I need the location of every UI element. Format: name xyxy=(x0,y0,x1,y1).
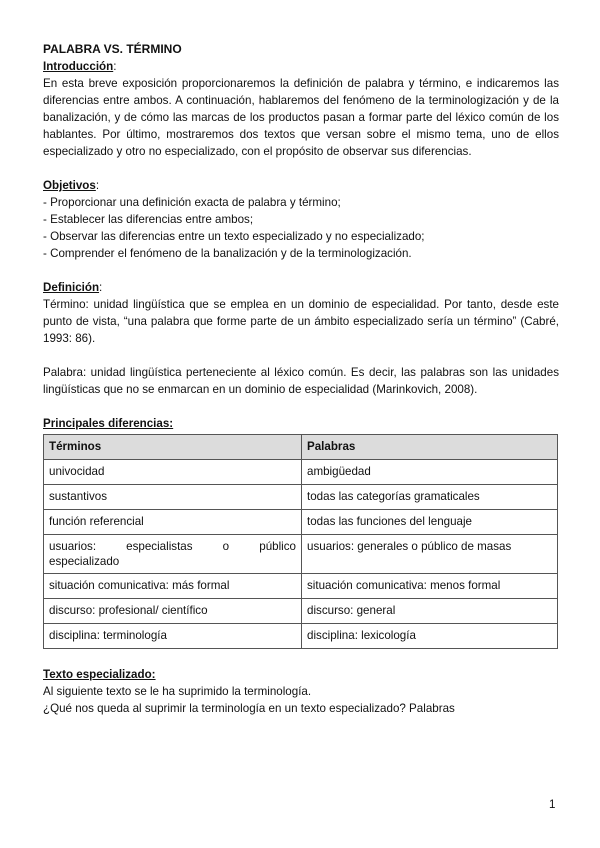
table-cell: función referencial xyxy=(44,510,302,535)
definicion-palabra: Palabra: unidad lingüística perteneciente al léxico común. Es decir, las palabras son las unidades lingüísticas que no se enmarcan en un dominio de especialidad (Marinkovich, 2008). xyxy=(43,366,559,396)
table-cell: discurso: profesional/ científico xyxy=(44,599,302,624)
table-cell-line: especializado xyxy=(49,555,120,568)
table-cell: disciplina: lexicología xyxy=(302,624,558,649)
definicion-heading-colon: : xyxy=(99,281,103,294)
table-cell: situación comunicativa: menos formal xyxy=(302,574,558,599)
table-row xyxy=(44,510,558,535)
document-title: PALABRA VS. TÉRMINO xyxy=(43,42,182,56)
table-cell: disciplina: terminología xyxy=(44,624,302,649)
table-row xyxy=(44,485,558,510)
list-item: - Proporcionar una definición exacta de palabra y término; xyxy=(43,196,341,209)
intro-heading xyxy=(43,58,559,75)
objetivos-heading xyxy=(43,177,559,194)
page-number: 1 xyxy=(549,798,556,811)
table-cell-line: usuarios: especialistas o público xyxy=(49,540,296,553)
diferencias-heading xyxy=(43,415,559,432)
texto-especializado-line1: Al siguiente texto se le ha suprimido la terminología. xyxy=(43,685,312,698)
definicion-termino: Término: unidad lingüística que se emplea en un dominio de especialidad. Por tanto, desde este punto de vista, “una palabra que forme parte de un ámbito especializado sería un término” (Cabré, 1993: 86). xyxy=(43,298,559,345)
column-header-palabras: Palabras xyxy=(302,435,558,460)
objetivos-heading-colon: : xyxy=(95,179,100,192)
intro-heading-text: Introducción xyxy=(43,60,114,73)
table-row xyxy=(44,535,558,574)
table-cell: todas las funciones del lenguaje xyxy=(302,510,558,535)
table-cell xyxy=(44,535,302,574)
table-cell: situación comunicativa: más formal xyxy=(44,574,302,599)
table-row xyxy=(44,624,558,649)
table-cell: ambigüedad xyxy=(302,460,558,485)
diferencias-table xyxy=(43,434,558,649)
table-cell: discurso: general xyxy=(302,599,558,624)
table-cell: sustantivos xyxy=(44,485,302,510)
list-item: - Comprender el fenómeno de la banalización y de la terminologización. xyxy=(43,247,412,260)
list-item: - Establecer las diferencias entre ambos; xyxy=(43,213,254,226)
table-cell: todas las categorías gramaticales xyxy=(302,485,558,510)
texto-especializado-heading-text: Texto especializado: xyxy=(43,668,156,681)
document-page xyxy=(43,41,559,717)
table-cell: usuarios: generales o público de masas xyxy=(302,535,558,574)
definicion-heading xyxy=(43,279,559,296)
intro-paragraph: En esta breve exposición proporcionaremos la definición de palabra y término, e indicaremos las diferencias entre ambos. A continuación, hablaremos del fenómeno de la terminologización y de la banalización, y de cómo las marcas de los productos pasan a formar parte del léxico común de los hablantes. Por último, mostraremos dos textos que versan sobre el mismo tema, uno de ellos especializado y otro no especializado, con el propósito de observar sus diferencias. xyxy=(43,77,559,158)
table-row xyxy=(44,599,558,624)
objetivos-list xyxy=(43,194,559,262)
texto-especializado-line2: ¿Qué nos queda al suprimir la terminología en un texto especializado? Palabras xyxy=(43,702,455,715)
table-header-row xyxy=(44,435,558,460)
objetivos-heading-text: Objetivos xyxy=(43,179,96,192)
list-item: - Observar las diferencias entre un texto especializado y no especializado; xyxy=(43,230,425,243)
column-header-terminos: Términos xyxy=(44,435,302,460)
texto-especializado-heading xyxy=(43,666,559,683)
table-row xyxy=(44,574,558,599)
table-cell: univocidad xyxy=(44,460,302,485)
table-row xyxy=(44,460,558,485)
diferencias-heading-text: Principales diferencias: xyxy=(43,417,174,430)
intro-heading-colon: : xyxy=(113,60,117,73)
definicion-heading-text: Definición xyxy=(43,281,100,294)
